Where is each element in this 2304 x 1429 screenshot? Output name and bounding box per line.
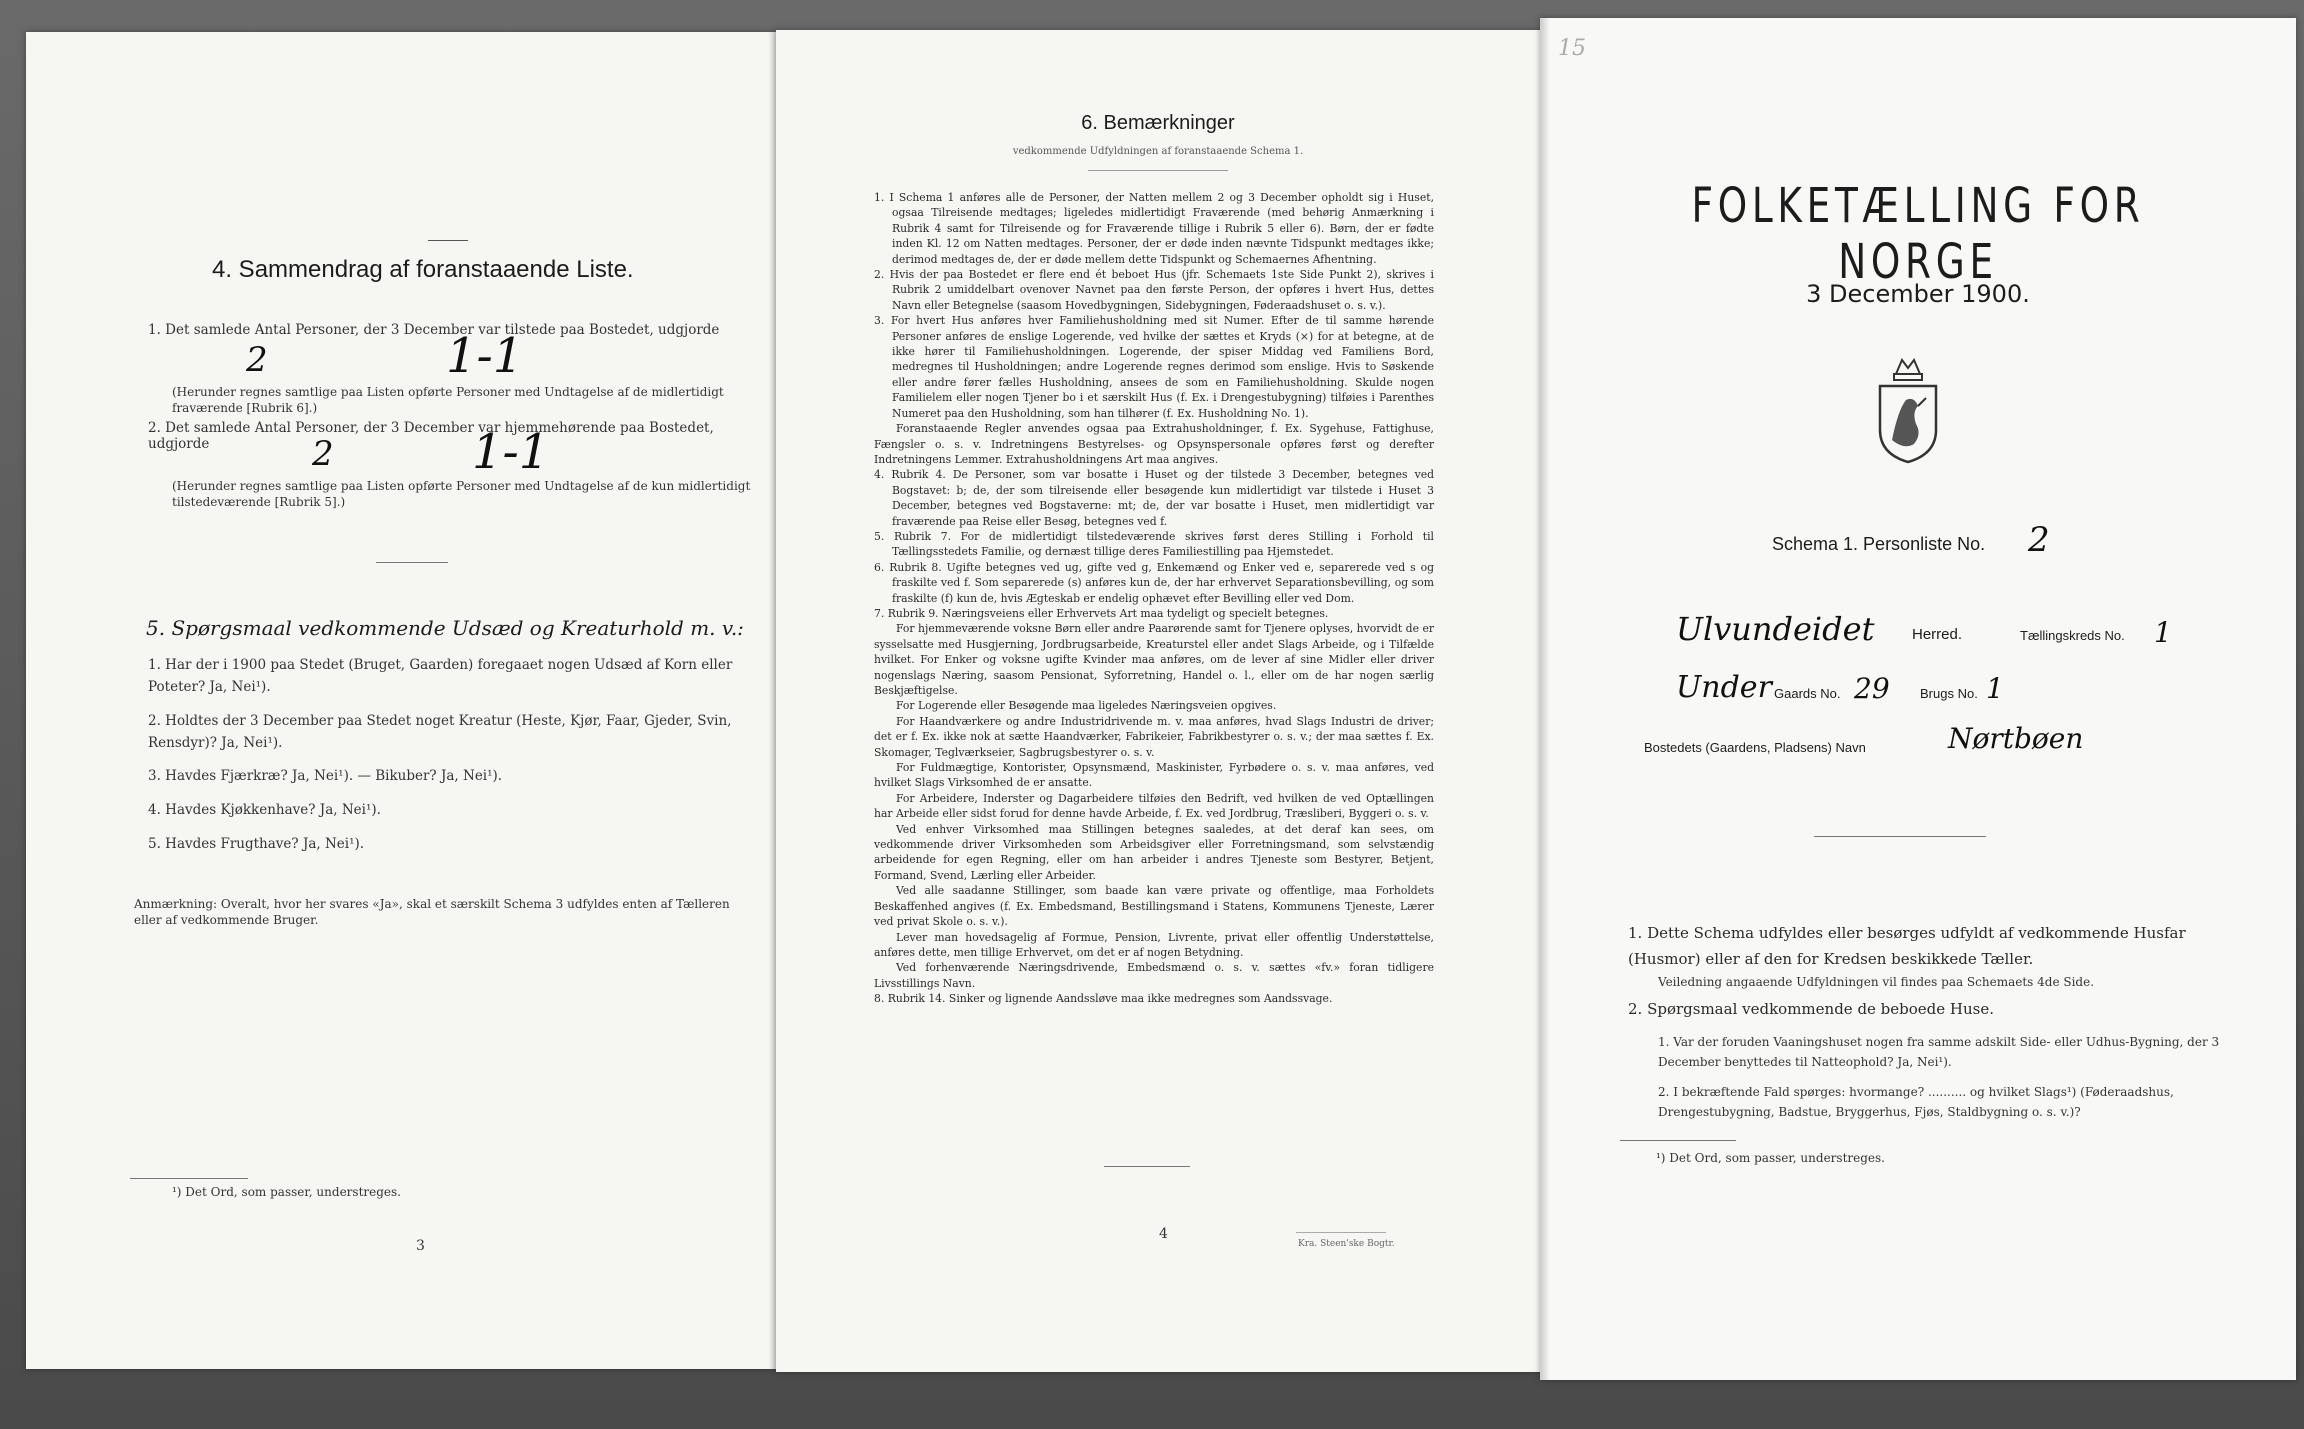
remark-3-extra: Foranstaaende Regler anvendes ogsaa paa Extrahusholdninger, f. Ex. Sygehuse, Fattighuse, Fængsler o. s. v. Indretningens Bestyrelses- og Opsynspersonale opføres først og derefter Indretningens Lemmer. Extrahusholdningens Art maa angives. xyxy=(874,422,1434,466)
end-rule xyxy=(1104,1166,1190,1167)
separator-rule xyxy=(1814,836,1986,837)
gaard-name: Under xyxy=(1676,670,1772,705)
summary-title: 4. Sammendrag af foranstaaende Liste. xyxy=(212,256,634,283)
separator-rule xyxy=(376,562,448,563)
remark-2: 2. Hvis der paa Bostedet er flere end ét beboet Hus (jfr. Schemaets 1ste Side Punkt 2), skrives i Rubrik 2 umiddelbart ovenover Navnet paa den første Person, der opføres i hvert Hus, dettes Navn eller Betegnelse (saasom Hovedbygningen, Sidebygningen, Føderaadshuset o. s. v.). xyxy=(874,268,1434,312)
page-middle xyxy=(776,30,1540,1372)
remark-7-c: For Haandværkere og andre Industridrivende m. v. maa anføres, hvad Slags Industri de driver; det er f. Ex. ikke nok at sætte Haandværker, Fabrikeier, Fabrikbestyrer o. s. v.; der maa sættes f. Ex. Skomager, Teglværkseier, Sagbrugsbestyrer o. s. v. xyxy=(874,714,1434,759)
instruction-2-question-2: 2. I bekræftende Fald spørges: hvormange? .......... og hvilket Slags¹) (Føderaadshus, Drengestubygning, Badstue, Bryggerhus, Fjøs, Staldbygning o. s. v.)? xyxy=(1658,1085,2174,1119)
census-date: 3 December 1900. xyxy=(1806,280,2030,308)
question-2-note: (Herunder regnes samtlige paa Listen opførte Personer med Undtagelse af de kun midlertidigt tilstedeværende [Rubrik 5].) xyxy=(172,479,751,509)
remark-7: 7. Rubrik 9. Næringsveiens eller Erhvervets Art maa tydeligt og specielt betegnes. xyxy=(874,606,1329,620)
bosted-name: Nørtbøen xyxy=(1948,722,2084,755)
remark-4: 4. Rubrik 4. De Personer, som var bosatte i Huset og der tilstede 3 December, betegnes ved Bogstavet: b; de, der som tilreisende eller besøgende kun midlertidigt var tilstede i Huset 3 December, betegnes ved Bogstaverne: mt; de, der var bosatte i Huset, men midlertidigt var fraværende paa Reise eller Besøg, betegnes ved f. xyxy=(874,468,1434,528)
question-1-value: 2 xyxy=(246,340,268,380)
footnote: ¹) Det Ord, som passer, understreges. xyxy=(172,1185,401,1199)
section-5-title: 5. Spørgsmaal vedkommende Udsæd og Kreaturhold m. v.: xyxy=(146,616,744,640)
section-5-question-5: 5. Havdes Frugthave? Ja, Nei¹). xyxy=(148,836,365,852)
gaard-label: Gaards No. xyxy=(1774,686,1841,701)
instruction-1: 1. Dette Schema udfyldes eller besørges udfyldt af vedkommende Husfar (Husmor) eller af den for Kredsen beskikkede Tæller. xyxy=(1628,924,2186,968)
question-2-value: 2 xyxy=(312,434,334,474)
section-5-question-2: 2. Holdtes der 3 December paa Stedet noget Kreatur (Heste, Kjør, Faar, Gjeder, Svin, Rensdyr)? Ja, Nei¹). xyxy=(148,713,732,751)
question-2-text: 2. Det samlede Antal Personer, der 3 December var hjemmehørende paa Bostedet, udgjorde xyxy=(148,420,714,452)
remark-7-d: For Fuldmægtige, Kontorister, Opsynsmænd, Maskinister, Fyrbødere o. s. v. maa anføres, ved hvilket Slags Virksomhed de er ansatte. xyxy=(874,761,1434,790)
page-number: 3 xyxy=(416,1238,425,1254)
page-right xyxy=(1540,18,2296,1380)
remark-7-f: Ved enhver Virksomhed maa Stillingen betegnes saaledes, at det deraf kan sees, om vedkommende driver Virksomheden som Arbeidsgiver eller Forretningsmand, som selvstændig arbeidende for egen Regning, eller om han arbeider i andres Tjeneste som Bestyrer, Betjent, Formand, Svend, Lærling eller Arbeider. xyxy=(874,822,1434,882)
herred-label: Herred. xyxy=(1912,626,1963,643)
remarks-subtitle: vedkommende Udfyldningen af foranstaaende Schema 1. xyxy=(1012,146,1304,157)
remark-8: 8. Rubrik 14. Sinker og lignende Aandssløve maa ikke medregnes som Aandssvage. xyxy=(874,992,1333,1006)
kreds-label: Tællingskreds No. xyxy=(2020,628,2125,643)
remarks-title: 6. Bemærkninger xyxy=(1081,112,1235,134)
instruction-2-question-1: 1. Var der foruden Vaaningshuset nogen fra samme adskilt Side- eller Udhus-Bygning, der 3 December benyttedes til Natteophold? Ja, Nei¹). xyxy=(1658,1035,2220,1069)
coat-of-arms-icon xyxy=(1872,354,1944,466)
section-5-question-3: 3. Havdes Fjærkræ? Ja, Nei¹). — Bikuber? Ja, Nei¹). xyxy=(148,768,503,784)
remarks-body xyxy=(874,190,1434,1007)
footnote-rule xyxy=(1620,1140,1736,1141)
printer-rule xyxy=(1296,1232,1386,1233)
gaard-number: 29 xyxy=(1854,672,1890,705)
footnote: ¹) Det Ord, som passer, understreges. xyxy=(1656,1151,1885,1165)
brugs-label: Brugs No. xyxy=(1920,686,1978,701)
instruction-1-sub: Veiledning angaaende Udfyldningen vil findes paa Schemaets 4de Side. xyxy=(1658,975,2095,989)
herred-name: Ulvundeidet xyxy=(1676,610,1875,648)
remark-7-a: For hjemmeværende voksne Børn eller andre Paarørende samt for Tjenere oplyses, hvorvidt de er sysselsatte med Husgjerning, Jordbrugsarbeide, Kreaturstel eller andet Slags Arbeide, og i Tilfælde hvilket. For Enker og voksne ugifte Kvinder maa anføres, om de lever af sine Midler eller driver nogenslags Næring, saasom Pensionat, Syforretning, Handel o. l., eller om de har nogen særlig Beskjæftigelse. xyxy=(874,622,1434,697)
title-rule xyxy=(1088,170,1228,171)
printer-mark: Kra. Steen'ske Bogtr. xyxy=(1298,1239,1395,1249)
remark-6: 6. Rubrik 8. Ugifte betegnes ved ug, gifte ved g, Enkemænd og Enker ved e, separerede ved s og fraskilte ved f. Som separerede (s) anføres kun de, der har erhvervet Separationsbevilling, og som fraskilte (f) kun de, hvis Ægteskab er endelig ophævet efter Bevilling eller ved Dom. xyxy=(874,560,1434,605)
remark-7-g: Ved alle saadanne Stillinger, som baade kan være private og offentlige, maa Forholdets Beskaffenhed angives (f. Ex. Embedsmand, Bestillingsmand i Statens, Kommunens Tjeneste, Lærer ved privat Skole o. s. v.). xyxy=(874,884,1434,929)
schema-number: 2 xyxy=(2028,520,2050,560)
remark-7-e: For Arbeidere, Inderster og Dagarbeidere tilføies den Bedrift, ved hvilken de ved Optællingen har Arbeide eller sidst forud for denne havde Arbeide, f. Ex. ved Jordbrug, Træsliberi, Byggeri o. s. v. xyxy=(874,791,1434,821)
page-number: 4 xyxy=(1159,1226,1168,1242)
remark-7-b: For Logerende eller Besøgende maa ligeledes Næringsveien opgives. xyxy=(896,699,1277,713)
page-left xyxy=(26,32,778,1369)
brugs-number: 1 xyxy=(1986,672,2004,705)
remark-3: 3. For hvert Hus anføres hver Familiehusholdning med sit Numer. Efter de til samme hørende Personer anføres de enslige Logerende, ved hvilke der sættes et Kryds (×) for at betegne, at de ikke hører til Familiehusholdningen. Logerende, der spiser Middag ved Familiens Bord, medregnes til Husholdningen; andre Logerende regnes derimod som enslige. Hvis to Søskende eller andre fører fælles Husholdning, ansees de som en Familiehusholdning. Skulde nogen Familielem eller nogen Tjener bo i et særskilt Hus (f. Ex. i Drengestubygning) tilføies i Parenthes Numeret paa den Husholdning, som han tilhører (f. Ex. Husholdning No. 1). xyxy=(874,314,1434,420)
remark-1: 1. I Schema 1 anføres alle de Personer, der Natten mellem 2 og 3 December opholdt sig i Huset, ogsaa Tilreisende medtages; ligeledes midlertidigt Fraværende (med behørig Anmærkning i Rubrik 4 samt for Tilreisende og for Fraværende tillige i Rubrik 5 eller 6). Børn, der er fødte inden Kl. 12 om Natten medtages. Personer, der er døde inden nævnte Tidspunkt medtages ikke; derimod medtages de, der er døde mellem dette Tidspunkt og Schemaernes Afhentning. xyxy=(874,191,1434,266)
page-gutter xyxy=(1540,18,1550,1380)
question-2-handwriting: 1-1 xyxy=(472,424,550,480)
schema-label: Schema 1. Personliste No. xyxy=(1772,534,1986,554)
section-5-question-1: 1. Har der i 1900 paa Stedet (Bruget, Gaarden) foregaaet nogen Udsæd af Korn eller Poteter? Ja, Nei¹). xyxy=(148,657,733,695)
kreds-number: 1 xyxy=(2154,616,2172,649)
decorative-rule xyxy=(428,240,468,241)
footnote-rule xyxy=(130,1178,248,1179)
census-title: FOLKETÆLLING FOR NORGE xyxy=(1691,178,2145,290)
remark-7-i: Ved forhenværende Næringsdrivende, Embedsmænd o. s. v. sættes «fv.» foran tidligere Livsstillings Navn. xyxy=(874,961,1434,990)
instruction-2: 2. Spørgsmaal vedkommende de beboede Huse. xyxy=(1628,1000,1995,1018)
question-1-handwriting: 1-1 xyxy=(446,328,524,384)
section-5-question-4: 4. Havdes Kjøkkenhave? Ja, Nei¹). xyxy=(148,802,381,818)
corner-number: 15 xyxy=(1558,36,1586,61)
remark-note: Anmærkning: Overalt, hvor her svares «Ja», skal et særskilt Schema 3 udfyldes enten af Tælleren eller af vedkommende Bruger. xyxy=(134,897,730,927)
question-1-text: 1. Det samlede Antal Personer, der 3 December var tilstede paa Bostedet, udgjorde xyxy=(148,322,720,338)
question-1-note: (Herunder regnes samtlige paa Listen opførte Personer med Undtagelse af de midlertidigt fraværende [Rubrik 6].) xyxy=(172,385,724,415)
bosted-label: Bostedets (Gaardens, Pladsens) Navn xyxy=(1644,740,1866,755)
remark-7-h: Lever man hovedsagelig af Formue, Pension, Livrente, privat eller offentlig Understøttelse, anføres dette, men tillige Erhvervet, om det er af nogen Betydning. xyxy=(874,930,1434,959)
remark-5: 5. Rubrik 7. For de midlertidigt tilstedeværende skrives først deres Stilling i Forhold til Tællingsstedets Familie, og dernæst tillige deres Familiestilling paa Hjemstedet. xyxy=(874,529,1434,559)
